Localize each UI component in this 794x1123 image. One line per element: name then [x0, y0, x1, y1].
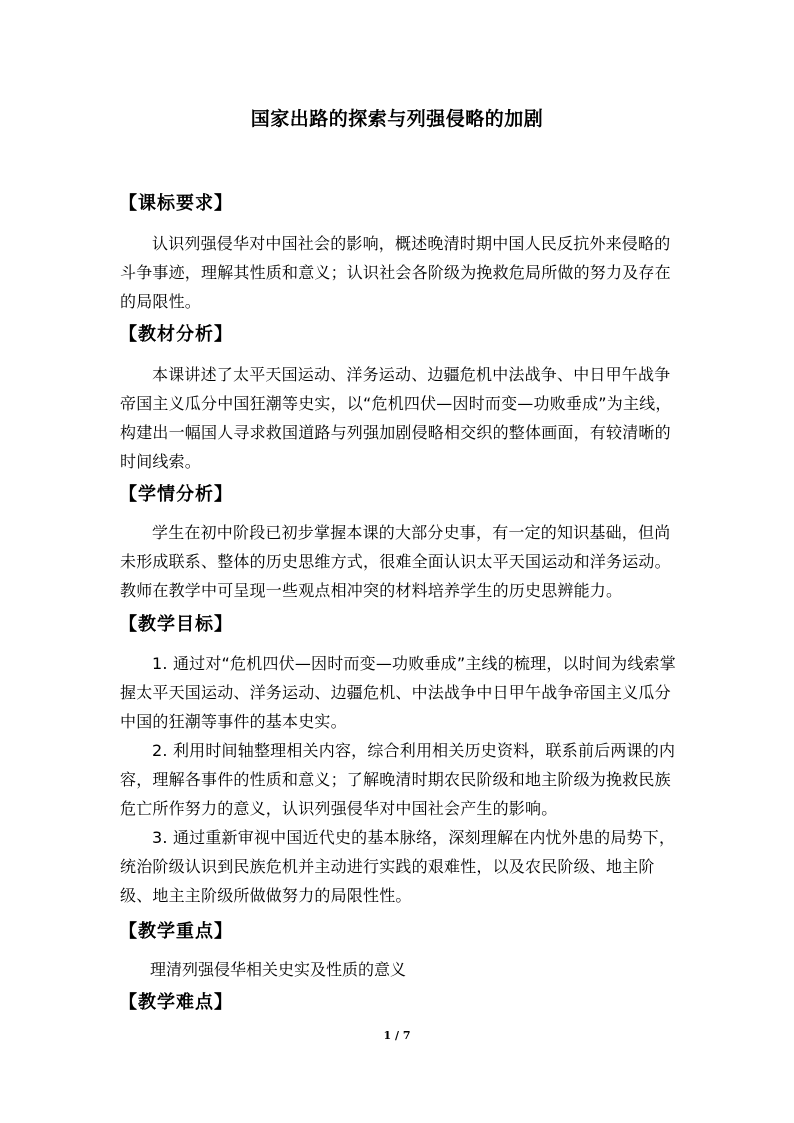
document-title: 国家出路的探索与列强侵略的加剧 [250, 108, 544, 130]
heading-key-points: 【教学重点】 [119, 921, 233, 942]
heading-curriculum: 【课标要求】 [119, 193, 233, 214]
heading-objectives: 【教学目标】 [119, 614, 233, 635]
objective-item-2: 2. 利用时间轴整理相关内容，综合利用相关历史资料，联系前后两课的内容，理解各事件的性质和意义；了解晚清时期农民阶级和地主阶级为挽救民族危亡所作努力的意义，认识列强侵华对中国社会产生的影响。 [120, 741, 676, 818]
heading-textbook: 【教材分析】 [119, 324, 233, 345]
paragraph-textbook [120, 360, 680, 476]
paragraph-curriculum [120, 229, 680, 316]
objective-item-3: 3. 通过重新审视中国近代史的基本脉络，深刻理解在内忧外患的局势下，统治阶级认识到民族危机并主动进行实践的艰难性，以及农民阶级、地主阶级、地主主阶级所做做努力的局限性性。 [120, 828, 676, 905]
text-students: 学生在初中阶段已初步掌握本课的大部分史事，有一定的知识基础，但尚未形成联系、整体的历史思维方式，很难全面认识太平天国运动和洋务运动。教师在教学中可呈现一些观点相冲突的材料培养学生的历史思辨能力。 [120, 523, 671, 600]
page-number: 1 / 7 [383, 1029, 411, 1042]
heading-difficulties: 【教学难点】 [119, 992, 233, 1013]
paragraph-objectives [120, 649, 680, 910]
text-textbook: 本课讲述了太平天国运动、洋务运动、边疆危机中法战争、中日甲午战争帝国主义瓜分中国狂潮等史实，以“危机四伏—因时而变—功败垂成”为主线，构建出一幅国人寻求救国道路与列强加剧侵略相交织的整体画面，有较清晰的时间线索。 [120, 365, 672, 471]
objective-item-1: 1. 通过对“危机四伏—因时而变—功败垂成”主线的梳理，以时间为线索掌握太平天国运动、洋务运动、边疆危机、中法战争中日甲午战争帝国主义瓜分中国的狂潮等事件的基本史实。 [120, 654, 676, 731]
text-key-points: 理清列强侵华相关史实及性质的意义 [150, 960, 407, 979]
paragraph-students [120, 518, 680, 605]
text-curriculum: 认识列强侵华对中国社会的影响，概述晚清时期中国人民反抗外来侵略的斗争事迹，理解其性质和意义；认识社会各阶级为挽救危局所做的努力及存在的局限性。 [120, 234, 671, 311]
heading-students: 【学情分析】 [119, 484, 233, 505]
